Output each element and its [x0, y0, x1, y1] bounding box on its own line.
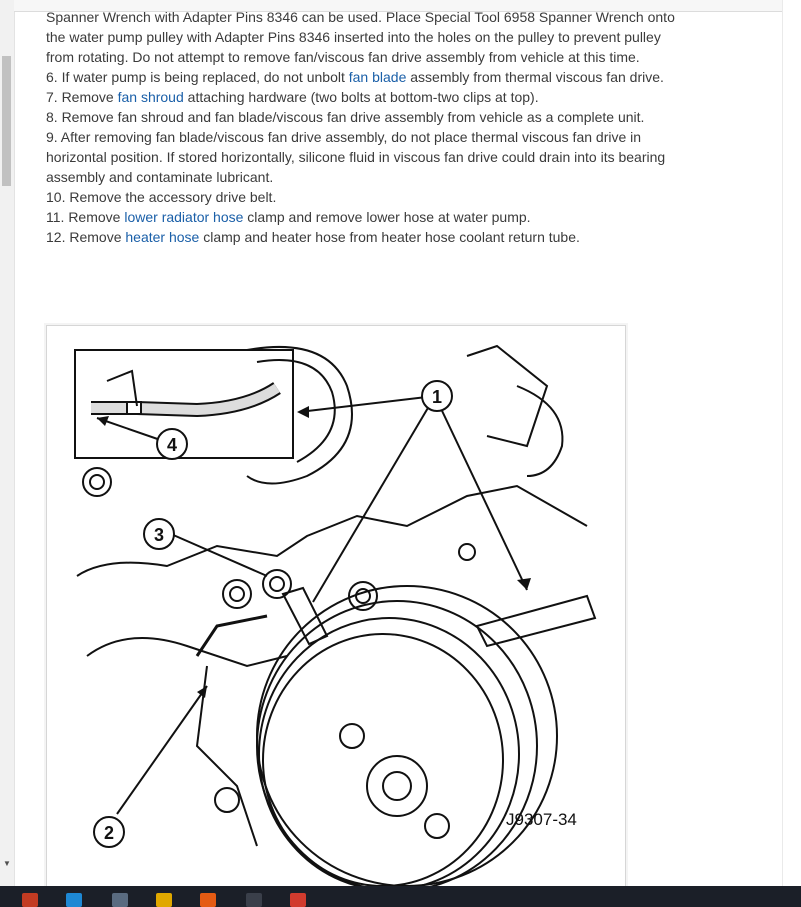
- step-10: 10. Remove the accessory drive belt.: [46, 189, 277, 205]
- edge-icon[interactable]: [66, 893, 82, 907]
- terminal-icon[interactable]: [246, 893, 262, 907]
- paragraph-spanner: Spanner Wrench with Adapter Pins 8346 can be used. Place Special Tool 6958 Spanner Wrench onto the water pump pulley with Adapter Pins 8346 inserted into the holes on the pulley to prevent pulley from rotating. Do not attempt to remove fan/viscous fan drive assembly from vehicle at this time.: [46, 9, 675, 65]
- step-9: 9. After removing fan blade/viscous fan drive assembly, do not place thermal viscous fan drive in horizontal position. If stored horizontally, silicone fluid in viscous fan drive could drain into its bearing assembly and contaminate lubricant.: [46, 129, 666, 185]
- step-6: 6. If water pump is being replaced, do not unbolt fan blade assembly from thermal viscous fan drive.: [46, 69, 664, 85]
- leader-2: [117, 686, 207, 814]
- arrow-2: [197, 686, 207, 698]
- callout-3: 3: [153, 525, 165, 545]
- arrow-1c: [517, 578, 531, 590]
- bolt-far-right: [459, 544, 475, 560]
- leader-1c: [435, 396, 527, 590]
- inset-bracket: [107, 371, 137, 406]
- firefox-icon[interactable]: [200, 893, 216, 907]
- taskbar: [0, 886, 801, 907]
- link-fan-shroud[interactable]: fan shroud: [117, 89, 184, 105]
- link-fan-blade[interactable]: fan blade: [348, 69, 407, 85]
- app-icon[interactable]: [22, 893, 38, 907]
- callout-4: 4: [166, 435, 178, 455]
- bolt-top-left: [83, 468, 111, 496]
- right-page-margin: [782, 0, 801, 886]
- bolt-center-inner: [270, 577, 284, 591]
- step-7: 7. Remove fan shroud attaching hardware (two bolts at bottom-two clips at top).: [46, 89, 539, 105]
- scrollbar-thumb[interactable]: [2, 56, 11, 186]
- step-8: 8. Remove fan shroud and fan blade/viscous fan drive assembly from vehicle as a complete unit.: [46, 109, 645, 125]
- pulley-hole-1: [340, 724, 364, 748]
- bolt-left: [223, 580, 251, 608]
- article-body: [46, 7, 686, 247]
- link-heater-hose[interactable]: heater hose: [125, 229, 200, 245]
- casting-lower-edge: [87, 638, 287, 666]
- folder-icon[interactable]: [156, 893, 172, 907]
- sensor-loop: [517, 386, 562, 476]
- pulley-hub: [367, 756, 427, 816]
- vertical-scrollbar[interactable]: [0, 0, 15, 886]
- leader-1a: [299, 396, 435, 412]
- bracket-edge: [197, 666, 257, 846]
- inset-clamp: [127, 402, 141, 414]
- bolt-left-inner: [230, 587, 244, 601]
- step-11: 11. Remove lower radiator hose clamp and remove lower hose at water pump.: [46, 209, 531, 225]
- scroll-down-arrow-icon[interactable]: ▼: [3, 859, 11, 868]
- leader-3: [171, 534, 267, 576]
- step-12: 12. Remove heater hose clamp and heater hose from heater hose coolant return tube.: [46, 229, 580, 245]
- callout-2: 2: [103, 823, 115, 843]
- callout-1: 1: [431, 387, 443, 407]
- arrow-1a: [297, 406, 309, 418]
- link-lower-radiator-hose[interactable]: lower radiator hose: [124, 209, 244, 225]
- store-icon[interactable]: [112, 893, 128, 907]
- bolt-top-left-inner: [90, 475, 104, 489]
- upper-pulley-arc: [247, 347, 352, 484]
- chrome-icon[interactable]: [290, 893, 306, 907]
- bolt-bottom: [215, 788, 239, 812]
- heater-tube: [197, 616, 267, 656]
- upper-pulley-inner: [257, 360, 335, 462]
- figure-id: J9307-34: [506, 810, 577, 829]
- pulley-hole-2: [425, 814, 449, 838]
- pulley-hub-center: [383, 772, 411, 800]
- spanner-right-arm: [477, 596, 595, 646]
